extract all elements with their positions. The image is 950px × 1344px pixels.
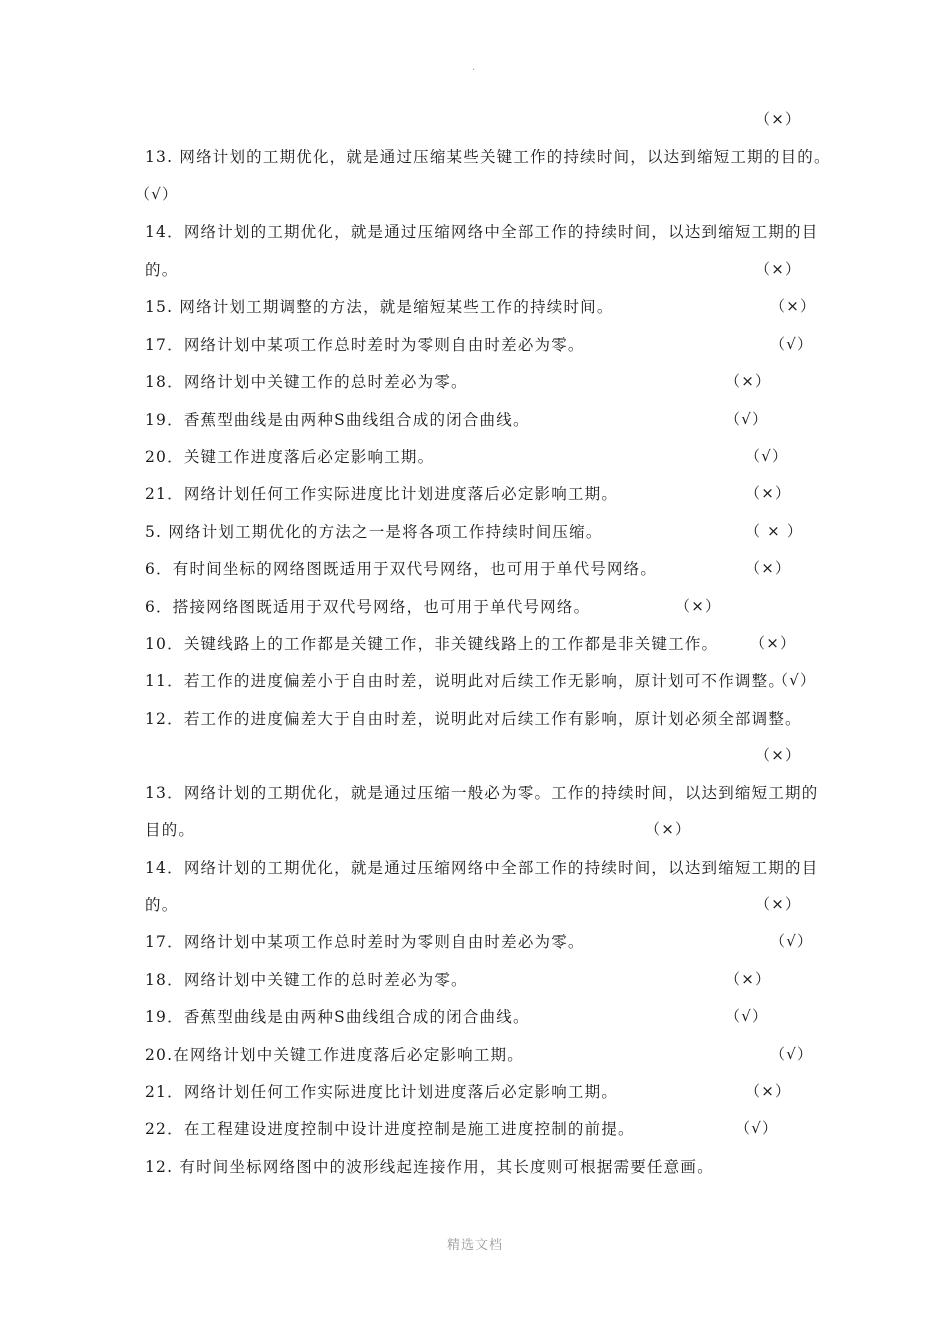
question-text: 21．网络计划任何工作实际进度比计划进度落后必定影响工期。: [145, 485, 619, 503]
question-text: 17．网络计划中某项工作总时差时为零则自由时差必为零。: [145, 933, 585, 951]
header-mark: .: [472, 62, 476, 73]
question-line: [145, 1035, 820, 1072]
question-text: 10．关键线路上的工作都是关键工作，非关键线路上的工作都是非关键工作。: [145, 635, 719, 653]
answer-mark: （√）: [735, 1119, 779, 1137]
question-line: [145, 512, 820, 549]
question-line: [145, 661, 820, 698]
question-text: 目的。: [145, 821, 196, 839]
question-text: 18．网络计划中关键工作的总时差必为零。: [145, 971, 468, 989]
question-text: 19．香蕉型曲线是由两种S曲线组合成的闭合曲线。: [145, 411, 530, 429]
question-text: 13．网络计划的工期优化，就是通过压缩一般必为零。工作的持续时间，以达到缩短工期的: [145, 784, 819, 802]
answer-mark: （×）: [745, 484, 792, 502]
question-line: [145, 325, 820, 362]
answer-mark: （√）: [770, 1045, 814, 1063]
question-text: 13. 网络计划的工期优化，就是通过压缩某些关键工作的持续时间，以达到缩短工期的目的。: [145, 148, 831, 166]
question-line: [145, 810, 820, 847]
answer-mark: （ × ）: [745, 522, 804, 540]
question-text: 14．网络计划的工期优化，就是通过压缩网络中全部工作的持续时间，以达到缩短工期的目: [145, 223, 819, 241]
answer-mark: （√）: [770, 335, 814, 353]
answer-mark: （×）: [755, 110, 802, 128]
question-line: [145, 400, 820, 437]
question-line: [145, 885, 820, 922]
answer-mark: （√）: [725, 410, 769, 428]
answer-mark: （×）: [645, 820, 692, 838]
question-line: [145, 250, 820, 287]
answer-mark: （√）: [745, 447, 789, 465]
question-text: 15. 网络计划工期调整的方法，就是缩短某些工作的持续时间。: [145, 298, 614, 316]
answer-mark: （×）: [675, 597, 722, 615]
question-line: [145, 736, 820, 773]
answer-mark: （×）: [755, 746, 802, 764]
question-line: [145, 587, 820, 624]
page-footer: 精选文档: [446, 1238, 503, 1253]
question-line: [145, 362, 820, 399]
question-line: [145, 137, 831, 174]
question-text: 5. 网络计划工期优化的方法之一是将各项工作持续时间压缩。: [145, 523, 603, 541]
question-text: 20．关键工作进度落后必定影响工期。: [145, 448, 435, 466]
question-line: [145, 922, 820, 959]
question-line: [145, 699, 820, 736]
question-line: [145, 437, 820, 474]
question-text: 11．若工作的进度偏差小于自由时差，说明此对后续工作无影响，原计划可不作调整。: [145, 672, 786, 690]
question-text: 21．网络计划任何工作实际进度比计划进度落后必定影响工期。: [145, 1083, 619, 1101]
question-line: [145, 100, 820, 137]
answer-mark: （√）: [135, 185, 179, 203]
answer-mark: （√）: [725, 1007, 769, 1025]
question-line: [145, 624, 820, 661]
question-line: [145, 997, 820, 1034]
question-line: [145, 287, 820, 324]
question-text: 6．搭接网络图既适用于双代号网络，也可用于单代号网络。: [145, 598, 591, 616]
answer-mark: （×）: [770, 297, 817, 315]
question-text: 的。: [145, 261, 179, 279]
question-line: [145, 474, 820, 511]
question-line: [145, 1072, 820, 1109]
question-text: 22．在工程建设进度控制中设计进度控制是施工进度控制的前提。: [145, 1120, 635, 1138]
answer-mark: （×）: [750, 634, 797, 652]
answer-mark: （√）: [770, 932, 814, 950]
question-line: [145, 549, 820, 586]
question-text: 的。: [145, 896, 179, 914]
question-line: [145, 960, 820, 997]
question-text: 6．有时间坐标的网络图既适用于双代号网络，也可用于单代号网络。: [145, 560, 658, 578]
question-text: 12．若工作的进度偏差大于自由时差，说明此对后续工作有影响，原计划必须全部调整。: [145, 710, 802, 728]
question-text: 20.在网络计划中关键工作进度落后必定影响工期。: [145, 1046, 524, 1064]
question-line: [145, 212, 820, 249]
question-text: 18．网络计划中关键工作的总时差必为零。: [145, 373, 468, 391]
question-line: [135, 175, 820, 212]
answer-mark: （×）: [755, 895, 802, 913]
question-line: [145, 848, 820, 885]
answer-mark: （×）: [745, 1082, 792, 1100]
question-text: 14．网络计划的工期优化，就是通过压缩网络中全部工作的持续时间，以达到缩短工期的目: [145, 859, 819, 877]
answer-mark: （√）: [773, 671, 817, 689]
answer-mark: （×）: [755, 260, 802, 278]
question-line: [145, 773, 820, 810]
question-text: 17．网络计划中某项工作总时差时为零则自由时差必为零。: [145, 336, 585, 354]
answer-mark: （×）: [745, 559, 792, 577]
question-line: [145, 1147, 820, 1184]
question-text: 19．香蕉型曲线是由两种S曲线组合成的闭合曲线。: [145, 1008, 530, 1026]
question-line: [145, 1109, 820, 1146]
question-text: 12. 有时间坐标网络图中的波形线起连接作用，其长度则可根据需要任意画。: [145, 1158, 714, 1176]
answer-mark: （×）: [725, 372, 772, 390]
answer-mark: （×）: [725, 970, 772, 988]
